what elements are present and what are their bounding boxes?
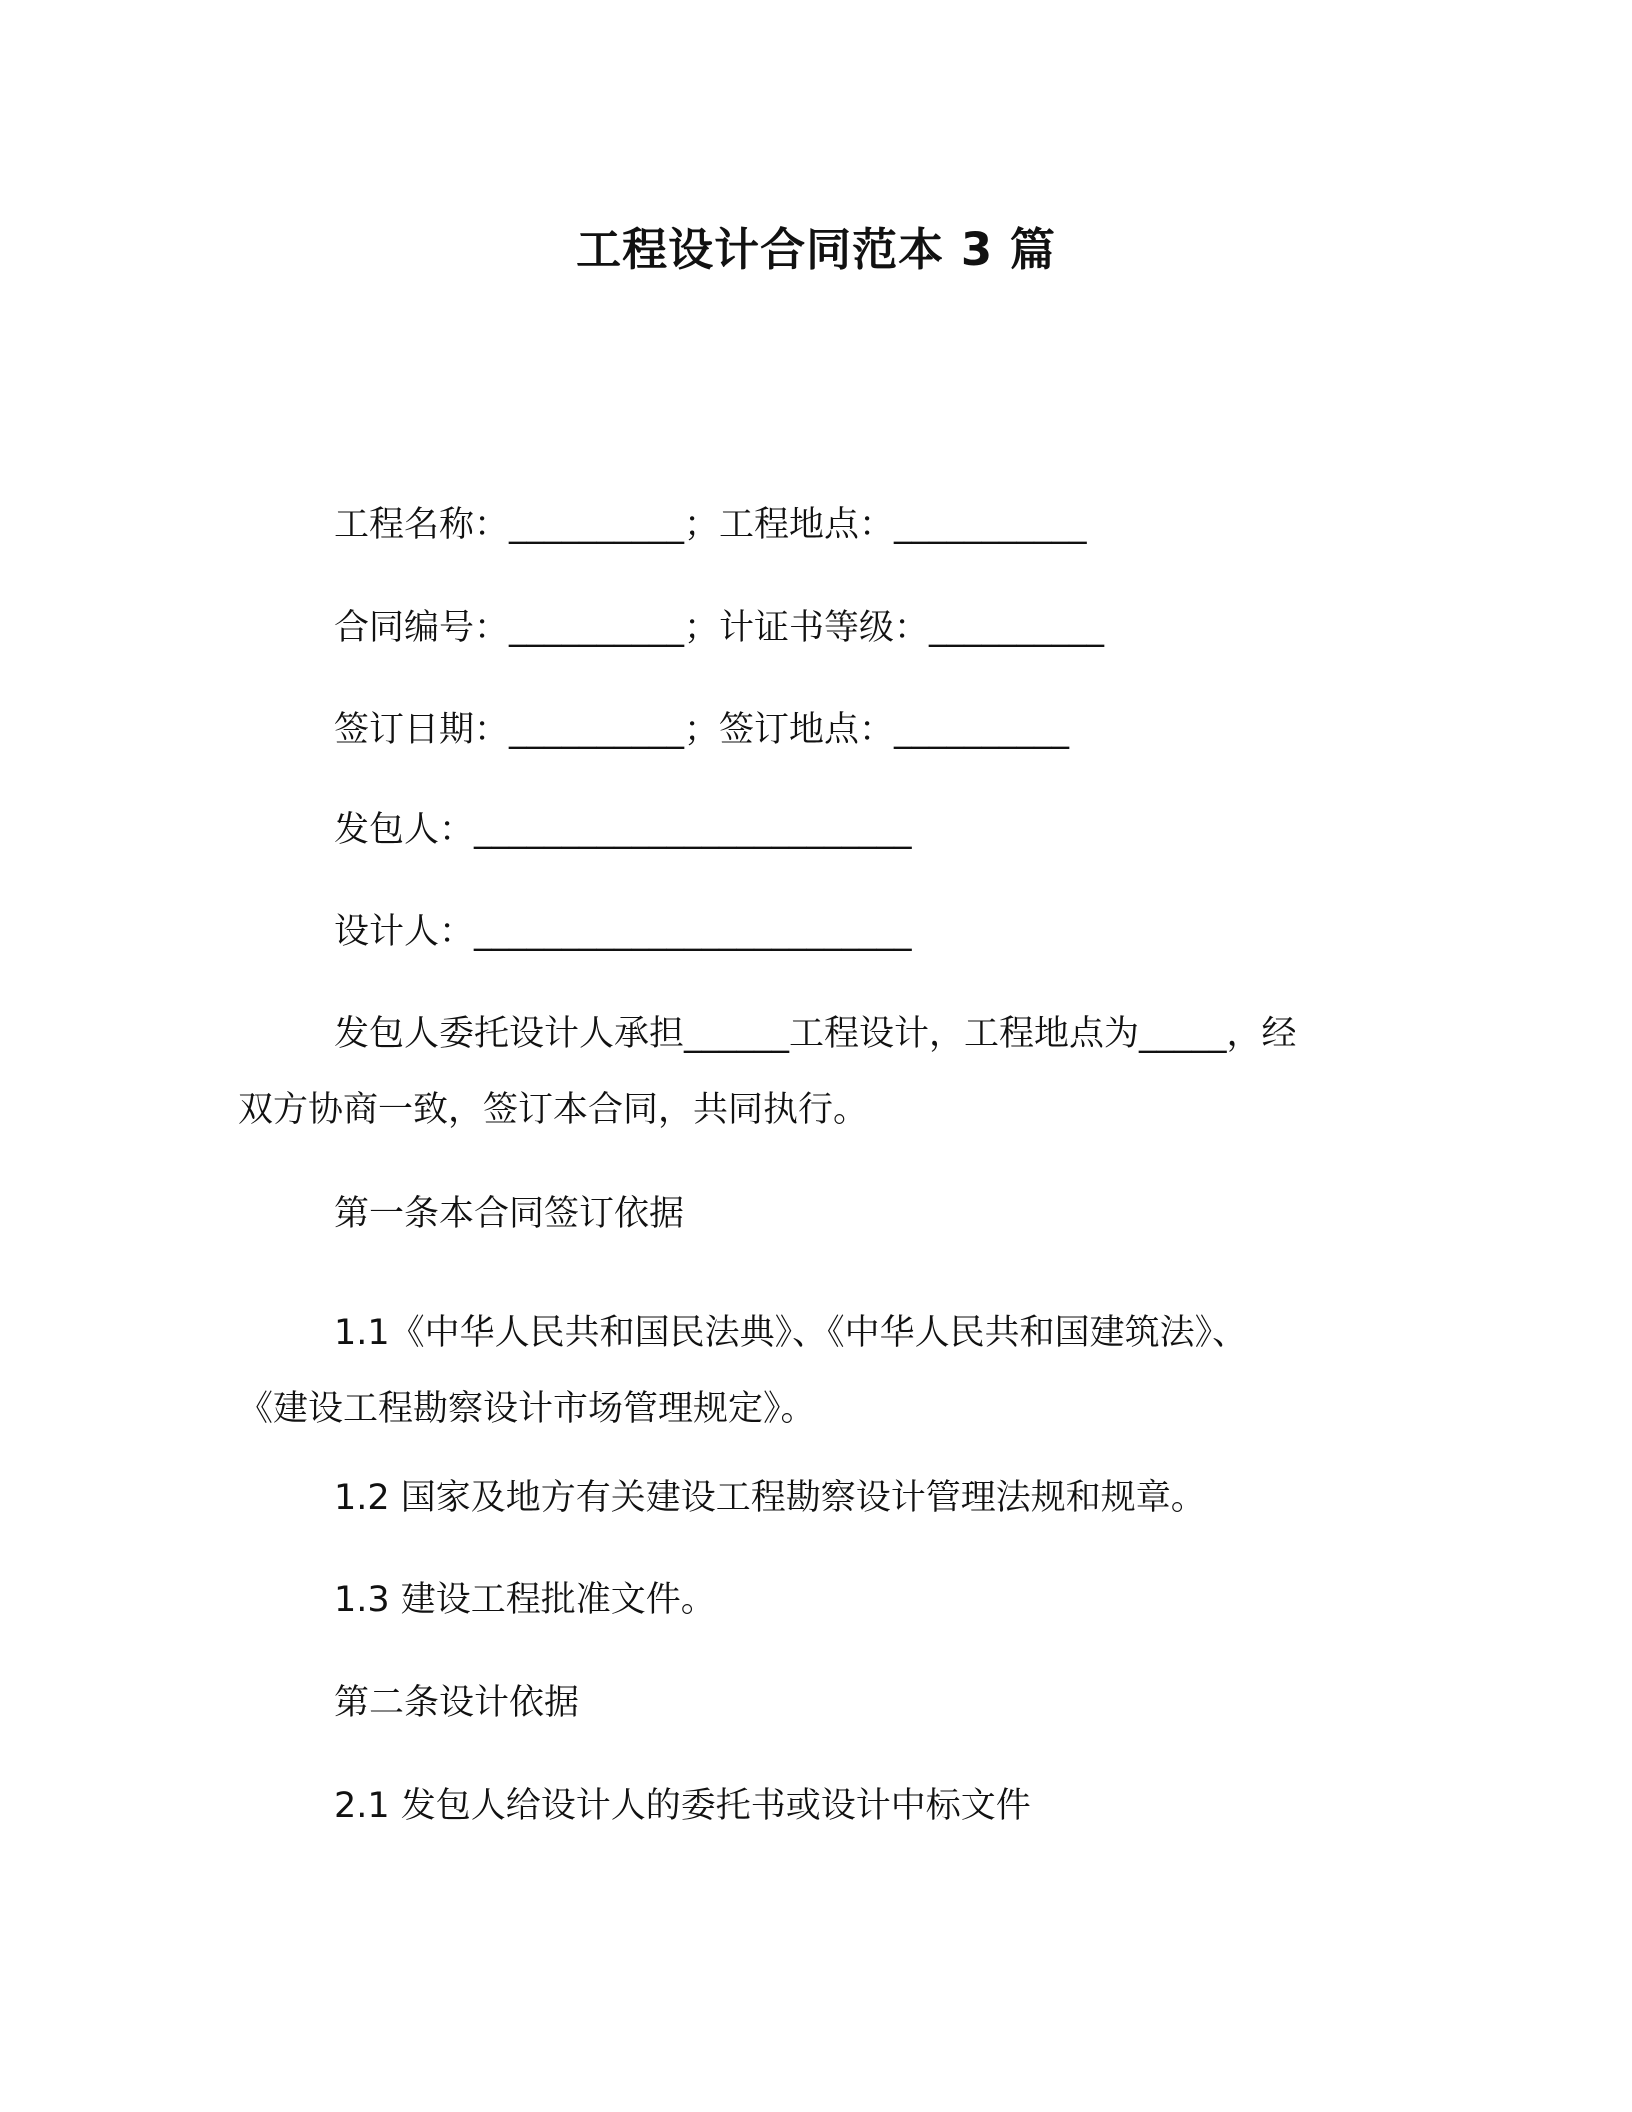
item-1-1-paragraph xyxy=(238,1295,1388,1447)
contract-number-cert-line: 合同编号：__________；计证书等级：__________ xyxy=(334,608,1105,648)
project-name-location-line: 工程名称：__________；工程地点：___________ xyxy=(334,505,1087,545)
client-line: 发包人：_________________________ xyxy=(334,810,912,850)
intro-paragraph xyxy=(238,996,1388,1148)
document-title: 工程设计合同范本 3 篇 xyxy=(576,223,1056,276)
item-1-3: 1.3 建设工程批准文件。 xyxy=(334,1580,716,1620)
article-1-heading: 第一条本合同签订依据 xyxy=(334,1194,685,1234)
sign-date-place-line: 签订日期：__________；签订地点：__________ xyxy=(334,710,1070,750)
article-2-heading: 第二条设计依据 xyxy=(334,1683,580,1723)
item-1-1-line-2: 《建设工程勘察设计市场管理规定》。 xyxy=(238,1389,816,1429)
item-1-2: 1.2 国家及地方有关建设工程勘察设计管理法规和规章。 xyxy=(334,1478,1206,1518)
item-1-1-line-1: 1.1《中华人民共和国民法典》、《中华人民共和国建筑法》、 xyxy=(334,1313,1248,1353)
designer-line: 设计人：_________________________ xyxy=(334,912,912,952)
intro-line-1: 发包人委托设计人承担______工程设计，工程地点为_____，经 xyxy=(334,1014,1297,1054)
intro-line-2: 双方协商一致，签订本合同，共同执行。 xyxy=(238,1090,869,1130)
item-2-1: 2.1 发包人给设计人的委托书或设计中标文件 xyxy=(334,1786,1031,1826)
